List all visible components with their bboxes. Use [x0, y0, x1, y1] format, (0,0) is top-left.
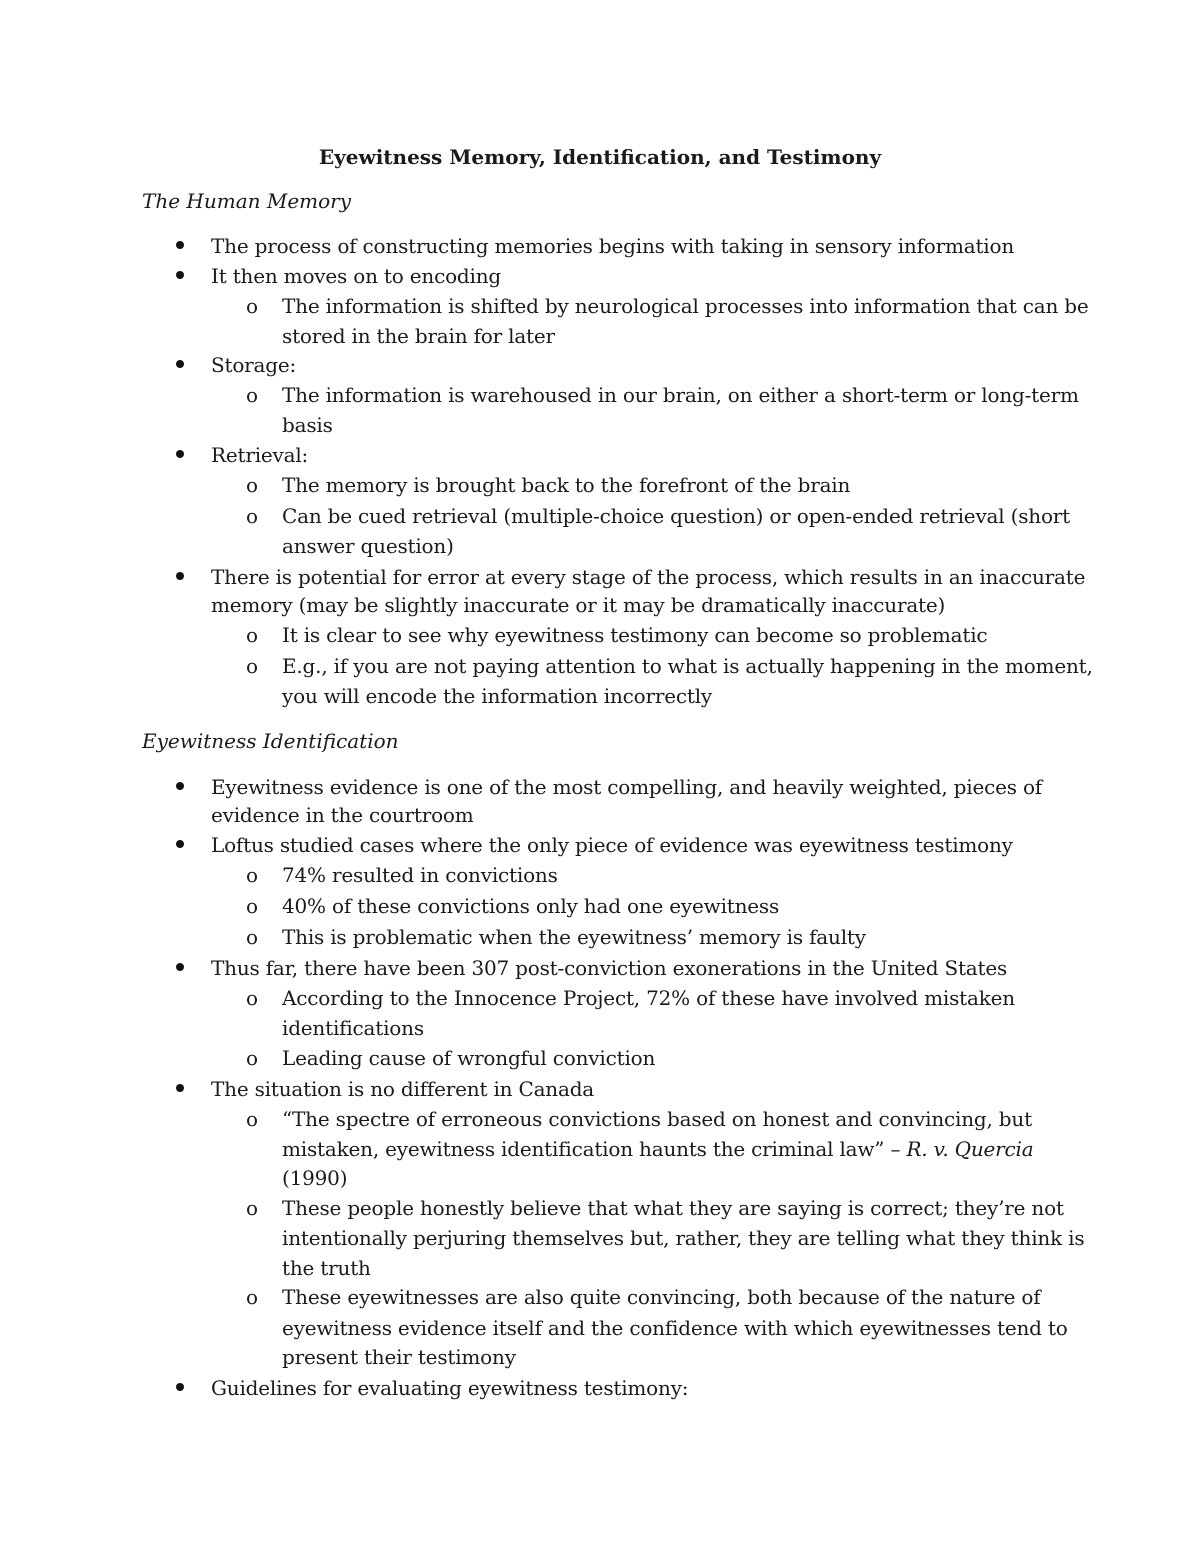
list-item: Thus far, there have been 307 post-conviction exonerations in the United States — [211, 956, 1008, 980]
bullet-icon — [176, 840, 184, 848]
sub-bullet-icon: o — [246, 894, 259, 918]
sub-bullet-icon: o — [246, 1196, 259, 1220]
sub-bullet-icon: o — [246, 654, 259, 678]
sub-list-item: This is problematic when the eyewitness’ memory is faulty — [282, 925, 866, 949]
sub-list-item-continued: answer question) — [282, 534, 454, 558]
sub-list-item: E.g., if you are not paying attention to what is actually happening in the moment, — [282, 654, 1093, 678]
sub-list-item-continued — [282, 1134, 1033, 1164]
list-item: The situation is no different in Canada — [211, 1077, 595, 1101]
list-item: Retrieval: — [211, 443, 309, 467]
sub-list-item: Leading cause of wrongful conviction — [282, 1046, 656, 1070]
list-item: Loftus studied cases where the only piece of evidence was eyewitness testimony — [211, 833, 1013, 857]
list-item-continued: memory (may be slightly inaccurate or it may be dramatically inaccurate) — [211, 593, 946, 617]
bullet-icon — [176, 1084, 184, 1092]
section-heading-eyewitness-identification: Eyewitness Identification — [142, 729, 399, 753]
sub-list-item: The information is warehoused in our brain, on either a short-term or long-term — [282, 383, 1079, 407]
bullet-icon — [176, 450, 184, 458]
bullet-icon — [176, 271, 184, 279]
list-item: Guidelines for evaluating eyewitness testimony: — [211, 1376, 689, 1400]
list-item: It then moves on to encoding — [211, 264, 502, 288]
sub-bullet-icon: o — [246, 623, 259, 647]
list-item-continued: evidence in the courtroom — [211, 803, 474, 827]
sub-list-item: The information is shifted by neurological processes into information that can be — [282, 294, 1089, 318]
sub-list-item: 40% of these convictions only had one eyewitness — [282, 894, 780, 918]
sub-bullet-icon: o — [246, 1046, 259, 1070]
sub-list-item: 74% resulted in convictions — [282, 863, 558, 887]
bullet-icon — [176, 1383, 184, 1391]
bullet-icon — [176, 241, 184, 249]
sub-list-item: “The spectre of erroneous convictions based on honest and convincing, but — [282, 1107, 1032, 1131]
list-item: The process of constructing memories begins with taking in sensory information — [211, 234, 1015, 258]
sub-bullet-icon: o — [246, 1107, 259, 1131]
quote-text: mistaken, eyewitness identification haunts the criminal law” – — [282, 1137, 907, 1161]
sub-list-item-continued: identifications — [282, 1016, 424, 1040]
sub-bullet-icon: o — [246, 504, 259, 528]
sub-list-item: These eyewitnesses are also quite convincing, both because of the nature of — [282, 1285, 1041, 1309]
bullet-icon — [176, 572, 184, 580]
bullet-icon — [176, 782, 184, 790]
sub-bullet-icon: o — [246, 925, 259, 949]
sub-list-item: These people honestly believe that what they are saying is correct; they’re not — [282, 1196, 1064, 1220]
sub-list-item: According to the Innocence Project, 72% of these have involved mistaken — [282, 986, 1015, 1010]
sub-list-item: Can be cued retrieval (multiple-choice question) or open-ended retrieval (short — [282, 504, 1071, 528]
sub-list-item-continued: you will encode the information incorrectly — [282, 684, 713, 708]
sub-bullet-icon: o — [246, 1285, 259, 1309]
sub-list-item-continued: basis — [282, 413, 333, 437]
sub-bullet-icon: o — [246, 473, 259, 497]
sub-list-item: The memory is brought back to the forefront of the brain — [282, 473, 851, 497]
list-item: Eyewitness evidence is one of the most compelling, and heavily weighted, pieces of — [211, 775, 1042, 799]
sub-bullet-icon: o — [246, 863, 259, 887]
sub-bullet-icon: o — [246, 383, 259, 407]
sub-list-item-continued: (1990) — [282, 1166, 348, 1190]
bullet-icon — [176, 360, 184, 368]
document-title: Eyewitness Memory, Identification, and Testimony — [318, 145, 882, 169]
sub-list-item: It is clear to see why eyewitness testimony can become so problematic — [282, 623, 988, 647]
sub-list-item-continued: intentionally perjuring themselves but, rather, they are telling what they think is — [282, 1226, 1085, 1250]
sub-list-item-continued: eyewitness evidence itself and the confidence with which eyewitnesses tend to — [282, 1316, 1068, 1340]
list-item: There is potential for error at every stage of the process, which results in an inaccurate — [211, 565, 1086, 589]
sub-list-item-continued: present their testimony — [282, 1345, 516, 1369]
sub-bullet-icon: o — [246, 986, 259, 1010]
section-heading-human-memory: The Human Memory — [142, 189, 352, 213]
sub-list-item-continued: the truth — [282, 1256, 371, 1280]
case-citation: R. v. Quercia — [906, 1137, 1034, 1161]
sub-bullet-icon: o — [246, 294, 259, 318]
sub-list-item-continued: stored in the brain for later — [282, 324, 555, 348]
list-item: Storage: — [211, 353, 297, 377]
bullet-icon — [176, 963, 184, 971]
